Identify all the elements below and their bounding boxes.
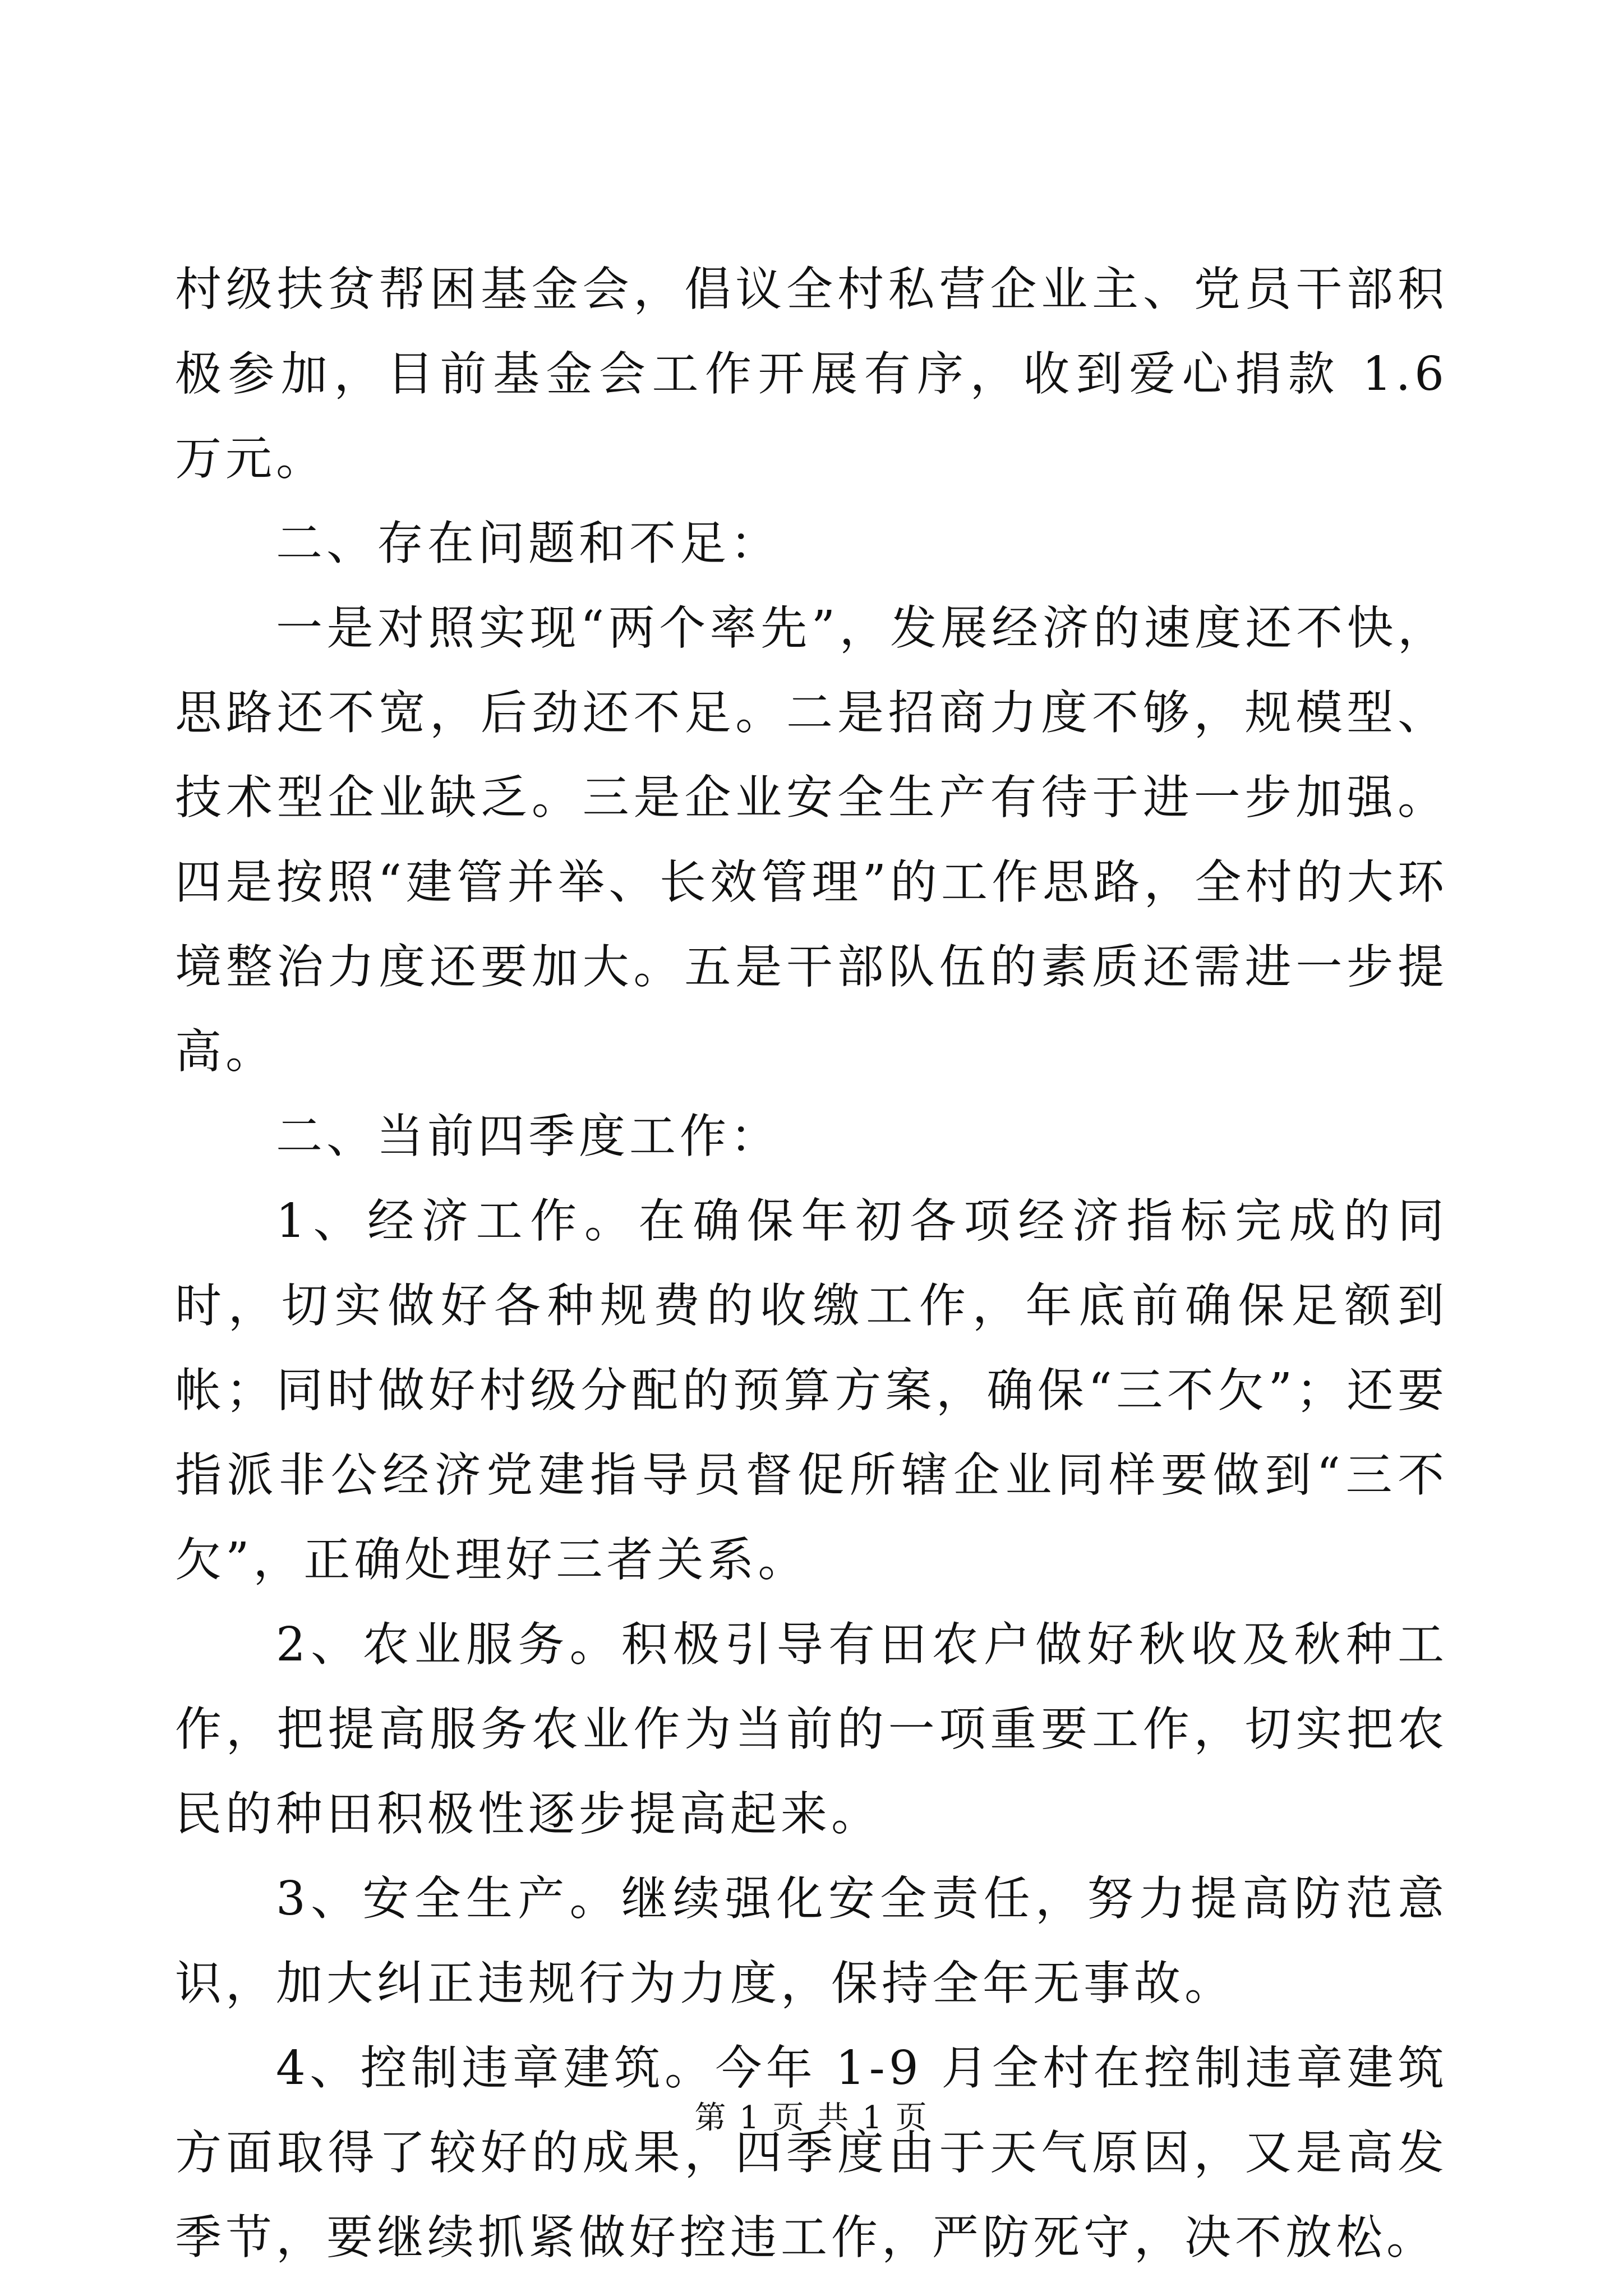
paragraph-continuation: 村级扶贫帮困基金会，倡议全村私营企业主、党员干部积极参加，目前基金会工作开展有序，收到爱心捐款 1.6 万元。 <box>175 262 1448 486</box>
section-heading-problems: 二、存在问题和不足： <box>276 516 781 570</box>
document-body <box>175 247 1448 2280</box>
paragraph-agricultural-service: 2、农业服务。积极引导有田农户做好秋收及秋种工作，把提高服务农业作为当前的一项重要工作，切实把农民的种田积极性逐步提高起来。 <box>175 1617 1448 1841</box>
paragraph-safety-production: 3、安全生产。继续强化安全责任，努力提高防范意识，加大纠正违规行为力度，保持全年无事故。 <box>175 1871 1448 2010</box>
paragraph-illegal-construction: 4、控制违章建筑。今年 1-9 月全村在控制违章建筑方面取得了较好的成果，四季度由于天气原因，又是高发季节，要继续抓紧做好控违工作，严防死守，决不放松。 <box>175 2041 1448 2265</box>
section-heading-q4-work: 二、当前四季度工作： <box>276 1109 781 1163</box>
paragraph-economic-work: 1、经济工作。在确保年初各项经济指标完成的同时，切实做好各种规费的收缴工作，年底前确保足额到帐；同时做好村级分配的预算方案，确保“三不欠”；还要指派非公经济党建指导员督促所辖企业同样要做到“三不欠”，正确处理好三者关系。 <box>175 1194 1448 1587</box>
page-footer: 第 1 页 共 1 页 <box>694 2100 929 2136</box>
paragraph-problems: 一是对照实现“两个率先”，发展经济的速度还不快，思路还不宽，后劲还不足。二是招商力度不够，规模型、技术型企业缺乏。三是企业安全生产有待于进一步加强。四是按照“建管并举、长效管理”的工作思路，全村的大环境整治力度还要加大。五是干部队伍的素质还需进一步提高。 <box>175 601 1448 1079</box>
